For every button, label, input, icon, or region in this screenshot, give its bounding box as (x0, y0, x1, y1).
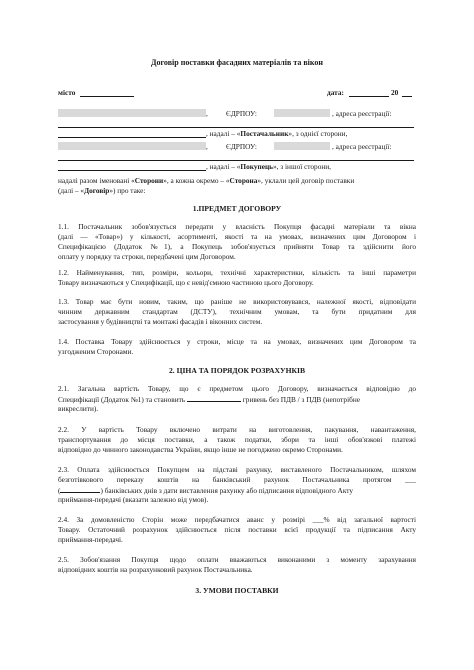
date-line (327, 88, 344, 97)
p2-5-line: 2.5. Зобов'язання Покупця щодо оплати вважаються виконаними з моменту зарахування (58, 555, 416, 564)
p2-4-line: приймання-передачі. (58, 535, 123, 544)
p2-1-line-2 (58, 394, 360, 404)
city-label: місто (58, 88, 76, 97)
intro-text-c: », а кожна окремо – « (163, 176, 230, 185)
buyer-role: Покупець (240, 162, 274, 171)
buyer-address-field[interactable] (58, 153, 414, 161)
buyer-rep-field[interactable] (58, 163, 206, 171)
supplier-rep-field[interactable] (58, 130, 206, 138)
buyer-name-field[interactable] (58, 142, 206, 150)
p2-3-line: приймання-передачі (вказати залежно від умов). (58, 495, 209, 504)
section-3-heading: 3. УМОВИ ПОСТАВКИ (195, 586, 279, 595)
buyer-tail-pre: , надалі – « (206, 162, 241, 171)
p2-2-line: відповідно до чинного законодавства України, якщо інше не погоджено окремо Сторонами. (58, 445, 343, 454)
p2-3-line: безготівкового переказу коштів на банківський рахунок Постачальника протягом ___ (58, 475, 416, 484)
intro-line-1 (58, 176, 354, 185)
buyer-edrpou-field[interactable] (274, 142, 330, 150)
supplier-edrpou-label: ЄДРПОУ: (226, 109, 257, 118)
buyer-role-line (206, 162, 331, 171)
section-2-heading: 2. ЦІНА ТА ПОРЯДОК РОЗРАХУНКІВ (168, 366, 306, 375)
p1-1-line: Специфікацією (Додаток №1), а Покупець зобов'язується прийняти Товар та здійснити його (58, 242, 416, 251)
p1-3-line: 1.3. Товар має бути новим, таким, що раніше не використовувався, належної якості, відповідати (58, 297, 416, 306)
supplier-name-field[interactable] (58, 109, 206, 117)
supplier-tail-pre: , надалі – « (206, 129, 241, 138)
supplier-edrpou-field[interactable] (274, 109, 330, 117)
p1-1-line: 1.1. Постачальник зобов'язується передати у власність Покупця фасадні матеріали та вікна (58, 222, 416, 231)
intro-contract: Договір (84, 186, 110, 195)
section-1-heading: 1.ПРЕДМЕТ ДОГОВОРУ (192, 204, 282, 213)
p2-3-paren: ( (58, 486, 61, 495)
date-year-field[interactable] (402, 89, 412, 97)
p2-4-line: 2.4. За домовленістю Сторін може передбачатися аванс у розмірі ___% від загальної вартості (58, 515, 416, 524)
intro-line-2 (58, 186, 145, 195)
date-label: дата: (327, 88, 344, 97)
days-field[interactable] (60, 485, 100, 493)
p2-1-line: викреслити). (58, 404, 99, 413)
supplier-tail-post: », з однієї сторони, (288, 129, 348, 138)
p1-4-line: 1.4. Поставка Товару здійснюється у строки, місце та на умовах, визначених цим Договором та (58, 337, 416, 346)
p1-1-line: оплату у порядку та строки, передбачені цим Договором. (58, 252, 236, 261)
supplier-role: Постачальник (240, 129, 289, 138)
p1-3-line: чинним державним стандартам (ДСТУ), технічним умовам, та бути придатним для (58, 307, 416, 316)
p1-3-line: застосування у будівництві та монтажі фасадів і віконних систем. (58, 317, 263, 326)
city-line (58, 88, 75, 97)
supplier-address-label: , адреса реєстрації: (332, 109, 392, 118)
p2-1-line: 2.1. Загальна вартість Товару, що є предметом цього Договору, визначається відповідно до (58, 384, 416, 393)
city-field[interactable] (80, 89, 134, 97)
comma-2: , (206, 142, 208, 151)
intro-parties: Сторони (134, 176, 164, 185)
p1-4-line: узгодженим Сторонами. (58, 347, 134, 356)
p1-2-line: Товару визначаються у Специфікації, що є невід'ємною частиною цього Договору. (58, 278, 314, 287)
p2-2-line: транспортування до місця поставки, а також податки, збори та інші обов'язкові платежі (58, 435, 416, 444)
p2-1-text-b: гривень без ПДВ / з ПДВ (непотрібне (242, 395, 360, 404)
p2-3-line: 2.3. Оплата здійснюється Покупцем на підставі рахунку, виставленого Постачальником, шляхом (58, 465, 416, 474)
intro-text-e: », уклали цей договір поставки (257, 176, 355, 185)
document-title: Договір поставки фасадних матеріалів та вікон (150, 58, 324, 67)
supplier-role-line (206, 129, 347, 138)
date-year: 20 (391, 88, 399, 97)
p2-4-line: Товару. Остаточний розрахунок здійснюється після поставки всієї продукції та підписання Акту (58, 525, 416, 534)
p2-3-line-3 (58, 485, 353, 495)
date-field[interactable] (349, 89, 389, 97)
intro-text-a: надалі разом іменовані « (58, 176, 135, 185)
buyer-edrpou-label: ЄДРПОУ: (226, 142, 257, 151)
p1-2-line: 1.2. Найменування, тип, розміри, кольори, технічні характеристики, кількість та інші параметри (58, 268, 416, 277)
buyer-address-label: , адреса реєстрації: (332, 142, 392, 151)
comma-1: , (206, 109, 208, 118)
p2-3-text-b: ) банківських днів з дати виставлення рахунку або підписання відповідного Акту (100, 486, 354, 495)
p2-1-text-a: Специфікації (Додаток №1) та становить (58, 395, 186, 404)
buyer-tail-post: », з іншої сторони, (273, 162, 331, 171)
supplier-address-field[interactable] (58, 120, 414, 128)
intro-text-2c: ») про таке: (109, 186, 146, 195)
price-field[interactable] (187, 394, 241, 402)
intro-text-2a: (далі – « (58, 186, 85, 195)
p2-2-line: 2.2. У вартість Товару включено витрати на виготовлення, пакування, навантаження, (58, 425, 416, 434)
intro-party: Сторона (229, 176, 258, 185)
p1-1-line: (далі — «Товар») у кількості, асортименті, якості та на умовах, визначених цим Договором і (58, 232, 416, 241)
p2-5-line: відповідних коштів на розрахунковий рахунок Постачальника. (58, 565, 253, 574)
